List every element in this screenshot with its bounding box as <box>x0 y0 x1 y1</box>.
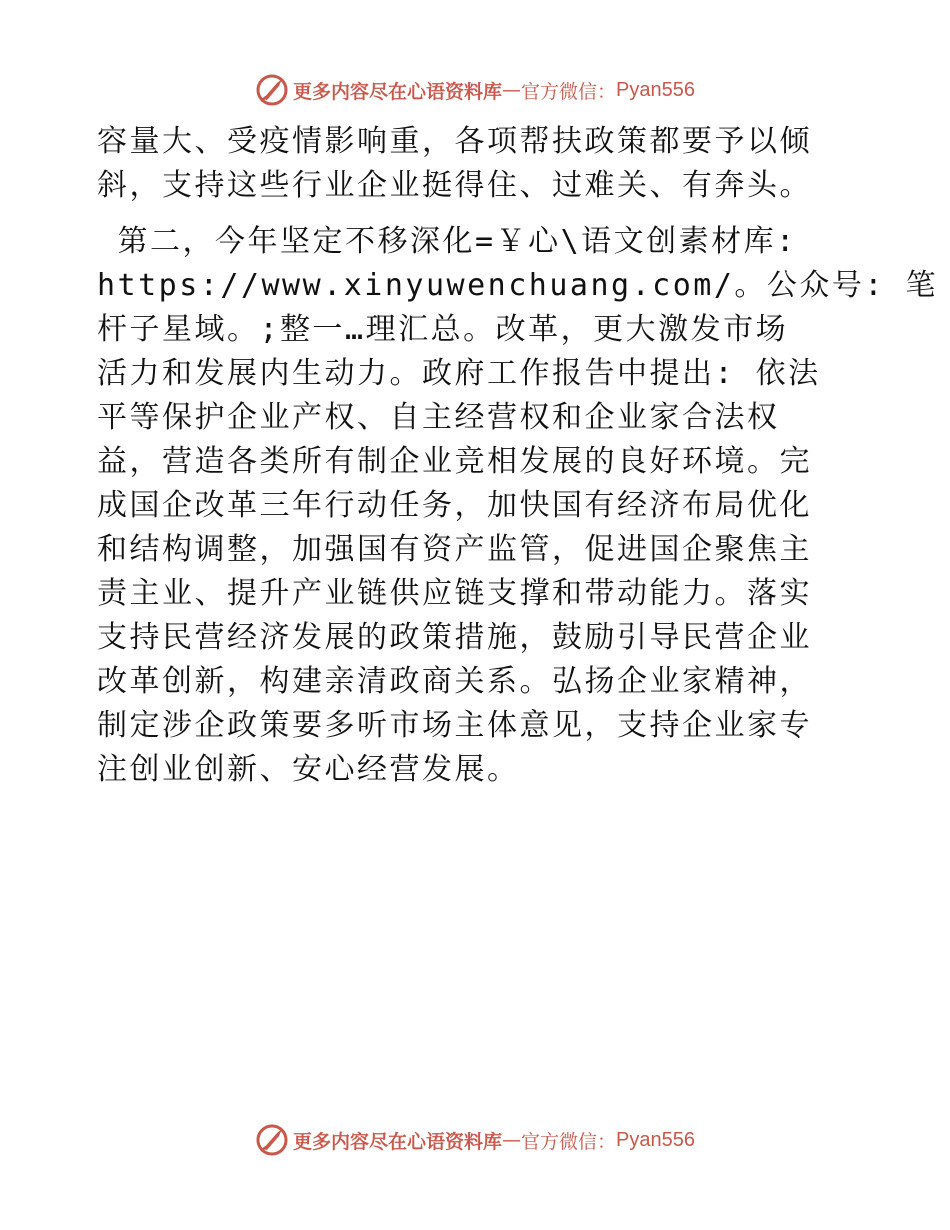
banner-wechat-label: 官方微信： <box>521 1130 617 1153</box>
quill-logo-icon <box>255 73 289 107</box>
text-line: 第二，今年坚定不移深化=￥心\语文创素材库: <box>97 224 797 259</box>
text-line: 斜，支持这些行业企业挺得住、过难关、有奔头。 <box>97 168 812 203</box>
text-line: 支持民营经济发展的政策措施，鼓励引导民营企业 <box>97 620 812 655</box>
text-line: https://www.xinyuwenchuang.com/。公众号: 笔 <box>97 268 939 303</box>
document-body <box>97 120 939 792</box>
text-line: 平等保护企业产权、自主经营权和企业家合法权 <box>97 400 780 435</box>
text-line: 制定涉企政策要多听市场主体意见，支持企业家专 <box>97 708 812 743</box>
text-line: 注创业创新、安心经营发展。 <box>97 752 520 787</box>
paragraph-1 <box>97 120 852 208</box>
text-line: 成国企改革三年行动任务，加快国有经济布局优化 <box>97 488 812 523</box>
text-line: 益，营造各类所有制企业竞相发展的良好环境。完 <box>97 444 812 479</box>
quill-logo-icon <box>255 1123 289 1157</box>
paragraph-gap <box>97 208 852 220</box>
paragraph-2 <box>97 220 939 792</box>
banner-wechat-label: 官方微信： <box>521 80 617 103</box>
banner-site-text: 更多内容尽在心语资料库 <box>293 80 503 103</box>
banner-wechat-id: Pyan556 <box>616 78 695 101</box>
text-line: 责主业、提升产业链供应链支撑和带动能力。落实 <box>97 576 812 611</box>
banner-separator: — <box>502 79 522 101</box>
banner-wechat-id: Pyan556 <box>616 1128 695 1151</box>
text-line: 活力和发展内生动力。政府工作报告中提出: 依法 <box>97 356 821 391</box>
text-line: 杆子星域。;整一…理汇总。改革，更大激发市场 <box>97 312 789 347</box>
banner-site-text: 更多内容尽在心语资料库 <box>293 1130 503 1153</box>
text-line: 和结构调整，加强国有资产监管，促进国企聚焦主 <box>97 532 812 567</box>
text-line: 改革创新，构建亲清政商关系。弘扬企业家精神， <box>97 664 812 699</box>
banner-separator: — <box>502 1129 522 1151</box>
header-banner <box>0 70 950 110</box>
text-line: 容量大、受疫情影响重，各项帮扶政策都要予以倾 <box>97 124 812 159</box>
footer-banner <box>0 1120 950 1160</box>
